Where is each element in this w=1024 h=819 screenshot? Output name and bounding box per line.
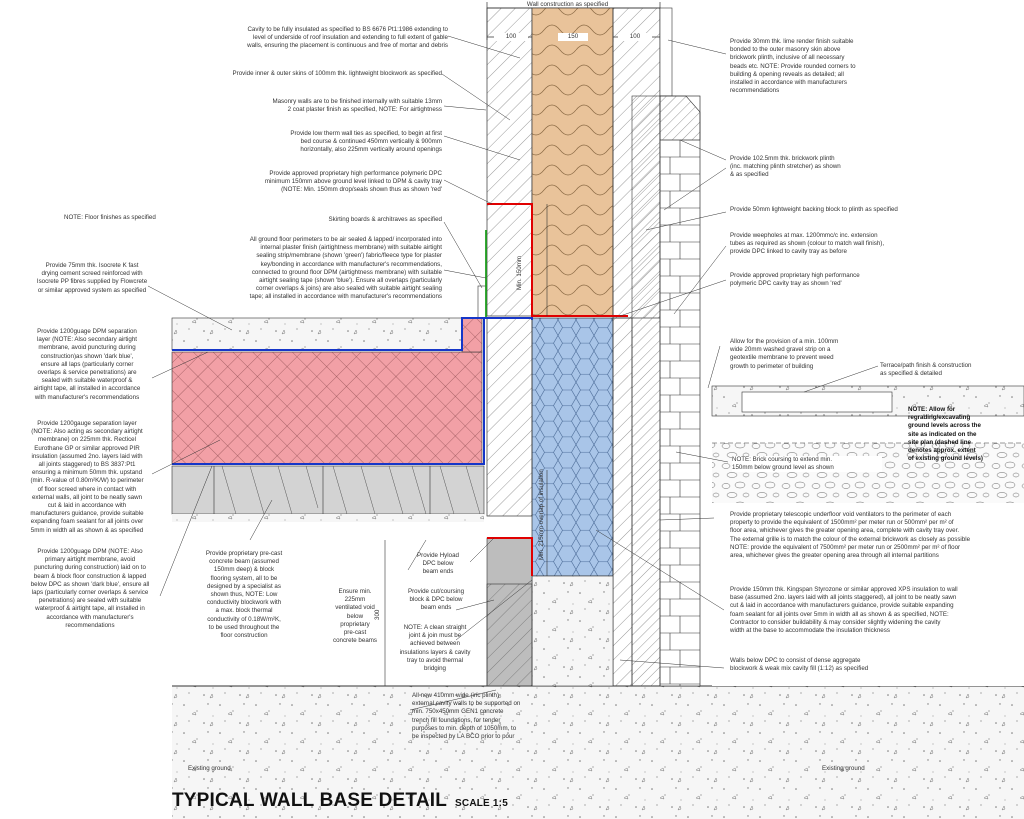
weak-mix-cavity-fill xyxy=(532,576,613,686)
beam-block-floor xyxy=(172,466,484,514)
dim-void-300: 300 xyxy=(374,609,381,620)
note-foundation: All new 410mm wide (inc plinth) external cavity walls to be supported on min. 750x450mm GEN1 concrete trench fill foundations, for tender purposes to min. depth of 1050mm, to be inspected by LA BCO prior to pour xyxy=(412,692,521,741)
note-hyload: Provide Hyload DPC below beam ends xyxy=(417,552,459,576)
note-blockwork: Provide inner & outer skins of 100mm thk. lightweight blockwork as specified xyxy=(232,70,442,77)
note-render: Provide 30mm thk. lime render finish suitable bonded to the outer masonry skin above brickwork plinth, inclusive of all necessary beads etc. NOTE: Provide rounded corners to building & opening reveals as detailed; all installed in accordance with manufacturers recommendations xyxy=(730,38,856,95)
dim-min-150: Min. 150mm xyxy=(516,255,523,290)
note-terrace: Terrace/path finish & construction as specified & detailed xyxy=(880,362,972,378)
scale-text: SCALE 1:5 xyxy=(455,798,508,809)
note-cavity-insulation: Cavity to be fully insulated as specified to BS 6676 Pt1:1986 extending to level of underside of roof insulation and extending to full extent of gable walls, ensuring the placement is continuous and free of mortar and debris xyxy=(247,26,448,50)
note-coursing-block: Provide cut/coursing block & DPC below beam ends xyxy=(407,588,465,612)
title-text: TYPICAL WALL BASE DETAIL xyxy=(172,790,448,811)
note-brick-coursing: NOTE: Brick coursing to extend min. 150mm below ground level as shown xyxy=(732,456,882,472)
note-air-seal: All ground floor perimeters to be air sealed & lapped/ incorporated into internal plaster finish (airtightness membrane) with suitable airtight sealing strip/membrane (shown 'green') fabric/fleece type for plaster key/bonding in accordance with manufacturer's recommendations, connected to ground floor DPM (airtightness membrane) with suitable airtight sealing tape (shown 'blue'). Ensure all overlaps (particularly corner overlaps & joins) are also sealed with suitable airtight sealing tape; all installed in accordance with manufacturer's recommendations xyxy=(249,236,442,301)
note-ventilated-void: Ensure min. 225mm ventilated void below proprietary pre-cast concrete beams xyxy=(332,588,378,645)
label-existing-ground-right: Existing ground xyxy=(822,765,865,772)
inner-leaf-below-dpc xyxy=(487,318,532,516)
note-xps: Provide 150mm thk. Kingspan Styrozone or similar approved XPS insulation to wall base (assumed 2no. layers laid with all joints staggered), all joint to be neatly sawn cut & laid in accordance with manufacturers guidance, provide suitable expanding foam sealant for all joints over 5mm in width all as shown & as specified, NOTE: Contractor to consider buildability & may consider slightly widening the cavity width at the base to accommodate the insulation thickness xyxy=(730,586,958,635)
backing-block xyxy=(632,96,660,686)
label-existing-ground-left: Existing ground xyxy=(188,765,231,772)
note-vents: Provide proprietary telescopic underfloor void ventilators to the perimeter of each property to provide the equivalent of 1500mm² per meter run or 500mm² per m² of floor area, whichever gives the greater opening area, complete with cavity tray over. The external grille is to match the colour of the external brickwork as closely as possible NOTE: provide the equivalent of 7500mm² per meter run or 2500mm² per m² of floor area, whichever gives the greater opening area through all internal partitions xyxy=(730,511,971,560)
note-wall-ties: Provide low therm wall ties as specified, to begin at first bed course & continued 450mm vertically & 900mm horizontally, also 225mm vertically around openings xyxy=(290,130,442,154)
note-dpm-primary: Provide 1200guage DPM (NOTE: Also primary airtight membrane, avoid puncturing during construction) laid on to beam & block floor construction & lapped below DPC as shown 'dark blue', ensure all laps (particularly corner overlaps & service penetrations) are sealed with suitable waterproof & airtight tape, all installed in accordance with manufacturer's recommendations xyxy=(30,548,150,629)
pir-insulation xyxy=(172,352,482,464)
note-weepholes: Provide weepholes at max. 1200mmc/c inc. extension tubes as required as shown (colour to match wall finish), provide DPC linked to cavity tray as before xyxy=(730,232,885,256)
note-plinth: Provide 102.5mm thk. brickwork plinth (inc. matching plinth stretcher) as shown & as specified xyxy=(730,155,841,179)
inner-leaf-blockwork xyxy=(487,8,532,316)
note-floor-finish: NOTE: Floor finishes as specified xyxy=(64,214,156,221)
cavity-insulation xyxy=(532,8,613,316)
note-gravel: Allow for the provision of a min. 100mm wide 20mm washed gravel strip on a geotextile membrane to prevent weed growth to perimeter of building xyxy=(730,338,839,370)
note-beam-block: Provide proprietary pre-cast concrete beam (assumed 150mm deep) & block flooring system, all to be designed by a specialist as shown thus, NOTE: Low conductivity blockwork with a max. block thermal conductivity of 0.18W/m²K, to be used throughout the floor construction xyxy=(205,550,283,640)
note-pir-insulation: Provide 1200gauge separation layer (NOTE: Also acting as secondary airtight membrane) on 225mm thk. Recticel Eurothane GP or similar approved PIR insulation (assumed 2no. layers laid with all joints staggered) to BS 3837:Pt1 ensuring a minimum 50mm thk. upstand (min. R-value of 0.80m²K/W) to perimeter of floor screed where in contact with external walls, all joint to be neatly sawn cut & laid in accordance with manufacturers guidance, provide suitable expanding foam sealant for all joints over 5mm in width all as shown & as specified xyxy=(30,420,144,534)
note-backing-block: Provide 50mm lightweight backing block to plinth as specified xyxy=(730,206,898,213)
note-dpm-separation: Provide 1200guage DPM separation layer (NOTE: Also secondary airtight membrane, avoid puncturing during construction)as shown 'dark blue', ensure all laps (particularly corner overlaps & service penetrations) are sealed with suitable waterproof & airtight tape, all installed in accordance with manufacturer's recommendations xyxy=(33,328,141,401)
drawing-title xyxy=(172,790,508,812)
dim-overlap: Min. 215mm overlap of insulation xyxy=(538,469,545,560)
lime-render xyxy=(660,8,672,96)
note-screed: Provide 75mm thk. Isocrete K fast drying cement screed reinforced with Isocrete PP fibres supplied by Flowcrete or similar approved system as specified xyxy=(36,262,148,294)
note-straight-joint: NOTE: A clean straight joint & join must be achieved between insulations layers & cavity tray to avoid thermal bridging xyxy=(399,624,471,673)
note-regrade: NOTE: Allow for regrading/excavating ground levels across the site as indicated on the site plan (dashed line denotes approx. extent of existing ground levels) xyxy=(908,406,983,463)
note-plaster: Masonry walls are to be finished internally with suitable 13mm 2 coat plaster finish as specified, NOTE: For airtightness xyxy=(272,98,442,114)
dim-inner-100: 100 xyxy=(618,33,652,41)
note-skirting: Skirting boards & architraves as specified xyxy=(328,216,442,223)
floor-screed xyxy=(172,318,462,350)
skirting-board xyxy=(478,286,486,318)
dim-wall-construction: Wall construction as specified xyxy=(526,1,609,8)
note-cavity-tray: Provide approved proprietary high performance polymeric DPC cavity tray as shown 'red' xyxy=(730,272,860,288)
note-dpc: Provide approved proprietary high performance polymeric DPC minimum 150mm above ground level linked to DPM & cavity tray (NOTE: Min. 150mm drop/seals shown thus as shown 'red' xyxy=(264,170,442,194)
note-walls-below: Walls below DPC to consist of dense aggregate blockwork & weak mix cavity fill (1:12) as specified xyxy=(730,657,869,673)
dim-cavity-150: 150 xyxy=(558,33,588,41)
dim-outer-100: 100 xyxy=(494,33,528,41)
